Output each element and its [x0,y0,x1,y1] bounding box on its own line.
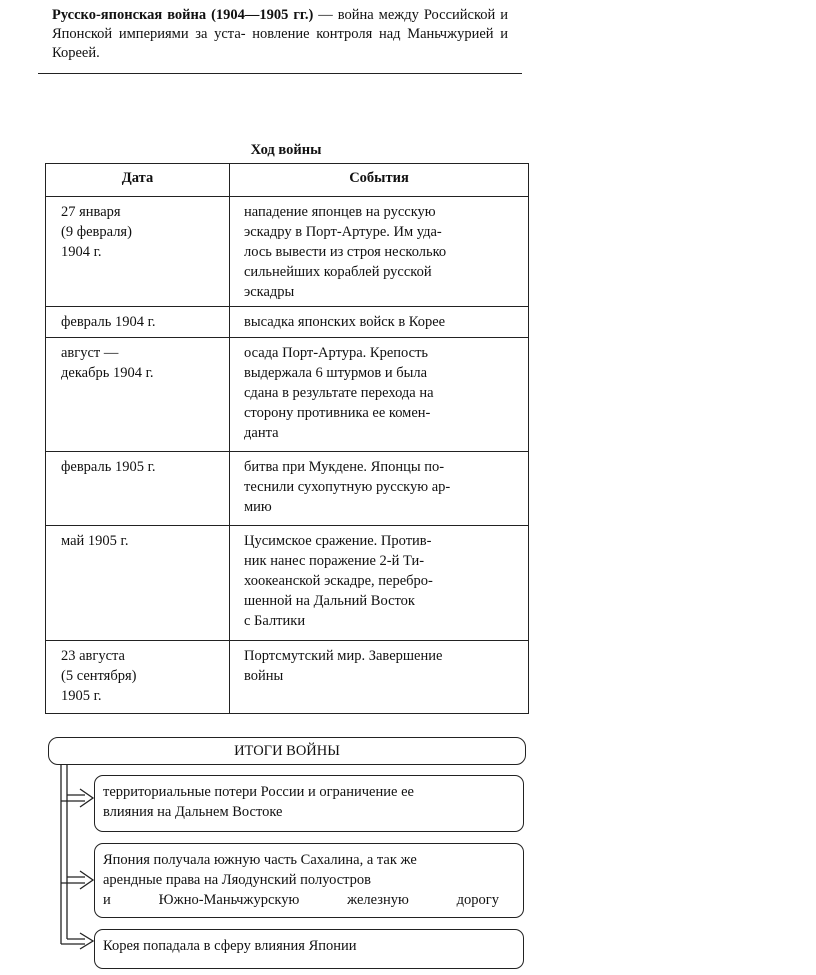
header-date: Дата [46,164,230,197]
row-date: февраль 1904 г. [46,307,230,338]
row-event: нападение японцев на русскую эскадру в Порт-Артуре. Им уда- лось вывести из строя несколько сильнейших кораблей русской эскадры [230,197,529,307]
row-event: Цусимское сражение. Против- ник нанес поражение 2-й Ти- хоокеанской эскадре, перебро- шенной на Дальний Восток с Балтики [230,526,529,641]
intro-title: Русско-японская война (1904—1905 гг.) [52,7,314,23]
row-date: 27 января (9 февраля) 1904 г. [46,197,230,307]
table-row [46,526,529,641]
table-title: Ход войны [250,142,322,158]
table-row [46,197,529,307]
row-date: август — декабрь 1904 г. [46,338,230,452]
result-item-text: Япония получала южную часть Сахалина, а так же арендные права на Ляодунский полуостров [103,852,417,888]
divider [38,73,522,74]
war-events-table [45,163,529,714]
intro-paragraph [52,6,508,63]
row-event: битва при Мукдене. Японцы по- теснили сухопутную русскую ар- мию [230,452,529,526]
row-date: май 1905 г. [46,526,230,641]
result-item: Корея попадала в сферу влияния Японии [94,929,524,969]
table-row [46,452,529,526]
row-event: Портсмутский мир. Завершение войны [230,641,529,714]
row-event: высадка японских войск в Корее [230,307,529,338]
table-row [46,641,529,714]
result-item: территориальные потери России и ограничение ее влияния на Дальнем Востоке [94,775,524,832]
table-row [46,338,529,452]
row-date: февраль 1905 г. [46,452,230,526]
table-row [46,307,529,338]
result-item-text: и Южно-Маньчжурскую железную дорогу [103,892,499,908]
row-date: 23 августа (5 сентября) 1905 г. [46,641,230,714]
results-title: ИТОГИ ВОЙНЫ [48,737,526,765]
header-events: События [230,164,529,197]
result-item [94,843,524,918]
table-header-row [46,164,529,197]
intro-text: — война между Российской и Японской империями за уста- новление контроля над Маньчжурией и Кореей. [52,7,509,61]
row-event: осада Порт-Артура. Крепость выдержала 6 штурмов и была сдана в результате перехода на сторону противника ее комен- данта [230,338,529,452]
